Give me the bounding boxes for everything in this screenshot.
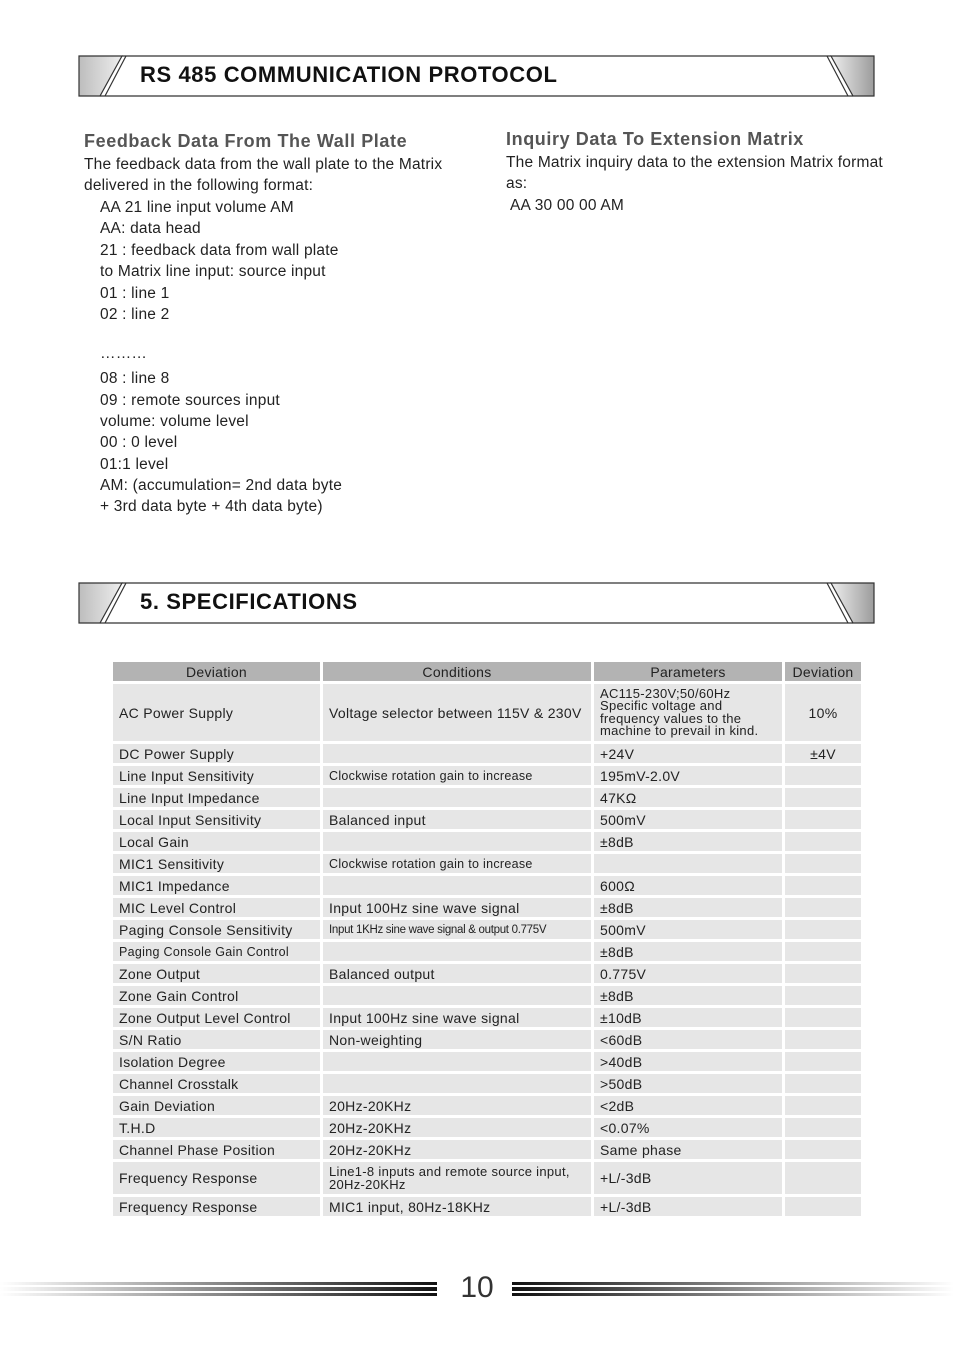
protocol-banner xyxy=(78,55,875,97)
condition-line: Line1-8 inputs and remote source input, xyxy=(329,1164,570,1179)
feedback-line: AA: data head xyxy=(100,220,201,238)
spec-condition xyxy=(323,1074,591,1093)
table-row xyxy=(113,942,861,961)
table-row xyxy=(113,1162,861,1194)
spec-param: 600Ω xyxy=(594,876,782,895)
protocol-title: RS 485 COMMUNICATION PROTOCOL xyxy=(140,62,558,87)
specs-title: 5. SPECIFICATIONS xyxy=(140,589,358,614)
table-row xyxy=(113,898,861,917)
spec-param: ±8dB xyxy=(594,898,782,917)
spec-param: ±8dB xyxy=(594,986,782,1005)
spec-deviation xyxy=(785,1030,861,1049)
spec-item: Channel Phase Position xyxy=(113,1140,320,1159)
table-row xyxy=(113,964,861,983)
feedback-line: ……… xyxy=(100,344,148,362)
spec-param: >50dB xyxy=(594,1074,782,1093)
footer-right-rule xyxy=(512,1280,954,1298)
spec-deviation xyxy=(785,810,861,829)
footer-left-rule xyxy=(0,1280,440,1298)
spec-deviation xyxy=(785,1197,861,1216)
spec-condition xyxy=(323,1162,591,1194)
feedback-line: 00 : 0 level xyxy=(100,434,178,452)
spec-deviation xyxy=(785,1140,861,1159)
spec-deviation xyxy=(785,986,861,1005)
header-deviation: Deviation xyxy=(785,662,861,681)
spec-param: ±8dB xyxy=(594,942,782,961)
table-row xyxy=(113,1030,861,1049)
feedback-lines xyxy=(100,197,342,518)
spec-item: MIC1 Impedance xyxy=(113,876,320,895)
table-row xyxy=(113,1118,861,1137)
table-row xyxy=(113,788,861,807)
spec-deviation xyxy=(785,920,861,939)
spec-deviation xyxy=(785,1008,861,1027)
spec-item: S/N Ratio xyxy=(113,1030,320,1049)
spec-item: Isolation Degree xyxy=(113,1052,320,1071)
spec-condition: Input 100Hz sine wave signal xyxy=(323,1008,591,1027)
table-row xyxy=(113,1096,861,1115)
spec-param: 500mV xyxy=(594,920,782,939)
spec-param xyxy=(594,684,782,741)
spec-deviation xyxy=(785,1118,861,1137)
spec-param: 0.775V xyxy=(594,964,782,983)
spec-condition xyxy=(323,876,591,895)
spec-deviation xyxy=(785,788,861,807)
spec-param: ±10dB xyxy=(594,1008,782,1027)
spec-param: +24V xyxy=(594,744,782,763)
ac-param-line: machine to prevail in kind. xyxy=(600,723,759,738)
header-item: Deviation xyxy=(113,662,320,681)
feedback-line: 02 : line 2 xyxy=(100,305,170,323)
spec-condition: 20Hz-20KHz xyxy=(323,1096,591,1115)
feedback-line: volume: volume level xyxy=(100,412,249,430)
inquiry-intro: The Matrix inquiry data to the extension Matrix format as: xyxy=(506,154,883,192)
spec-item: Frequency Response xyxy=(113,1197,320,1216)
header-conditions: Conditions xyxy=(323,662,591,681)
feedback-intro: The feedback data from the wall plate to the Matrix delivered in the following format: xyxy=(84,156,443,194)
spec-condition xyxy=(323,744,591,763)
table-row xyxy=(113,1197,861,1216)
feedback-line: 21 : feedback data from wall plate xyxy=(100,241,339,259)
table-row xyxy=(113,810,861,829)
table-row xyxy=(113,1074,861,1093)
spec-condition: Input 100Hz sine wave signal xyxy=(323,898,591,917)
spec-param: 195mV-2.0V xyxy=(594,766,782,785)
spec-item: Line Input Sensitivity xyxy=(113,766,320,785)
spec-condition xyxy=(323,788,591,807)
specs-banner xyxy=(78,582,875,624)
spec-deviation xyxy=(785,1052,861,1071)
spec-condition: Non-weighting xyxy=(323,1030,591,1049)
spec-condition xyxy=(323,1052,591,1071)
spec-deviation xyxy=(785,1162,861,1194)
spec-condition: Balanced output xyxy=(323,964,591,983)
feedback-line: AA 21 line input volume AM xyxy=(100,199,294,216)
spec-deviation xyxy=(785,832,861,851)
spec-deviation xyxy=(785,854,861,873)
table-row xyxy=(113,766,861,785)
inquiry-code: AA 30 00 00 AM xyxy=(510,197,624,214)
feedback-line: 01:1 level xyxy=(100,455,169,473)
spec-item: Paging Console Gain Control xyxy=(113,942,320,961)
ac-param-line: frequency values to the xyxy=(600,710,742,726)
spec-item: Zone Output xyxy=(113,964,320,983)
spec-item: MIC Level Control xyxy=(113,898,320,917)
spec-item: DC Power Supply xyxy=(113,744,320,763)
feedback-line: AM: (accumulation= 2nd data byte xyxy=(100,477,343,495)
header-parameters: Parameters xyxy=(594,662,782,681)
inquiry-heading: Inquiry Data To Extension Matrix xyxy=(506,129,804,149)
spec-table xyxy=(110,659,864,1219)
table-row xyxy=(113,1052,861,1071)
spec-item: Gain Deviation xyxy=(113,1096,320,1115)
condition-line: 20Hz-20KHz xyxy=(329,1177,406,1192)
spec-param: +L/-3dB xyxy=(594,1197,782,1216)
spec-condition xyxy=(323,942,591,961)
spec-item: Zone Output Level Control xyxy=(113,1008,320,1027)
spec-deviation xyxy=(785,942,861,961)
spec-condition: 20Hz-20KHz xyxy=(323,1140,591,1159)
spec-condition xyxy=(323,986,591,1005)
spec-item: AC Power Supply xyxy=(113,684,320,741)
feedback-line: + 3rd data byte + 4th data byte) xyxy=(100,498,323,516)
table-row xyxy=(113,876,861,895)
spec-condition: Clockwise rotation gain to increase xyxy=(323,854,591,873)
spec-param xyxy=(594,854,782,873)
feedback-heading: Feedback Data From The Wall Plate xyxy=(84,131,408,151)
spec-param: ±8dB xyxy=(594,832,782,851)
table-row xyxy=(113,920,861,939)
spec-condition: Clockwise rotation gain to increase xyxy=(323,766,591,785)
spec-item: Zone Gain Control xyxy=(113,986,320,1005)
ac-param-line: Specific voltage and xyxy=(600,698,723,713)
table-row xyxy=(113,1140,861,1159)
spec-param: >40dB xyxy=(594,1052,782,1071)
spec-param: +L/-3dB xyxy=(594,1162,782,1194)
spec-deviation xyxy=(785,1096,861,1115)
table-row xyxy=(113,684,861,741)
spec-deviation xyxy=(785,964,861,983)
table-row xyxy=(113,832,861,851)
table-row xyxy=(113,1008,861,1027)
feedback-line: 08 : line 8 xyxy=(100,370,170,388)
spec-deviation xyxy=(785,876,861,895)
table-row xyxy=(113,744,861,763)
ac-param-line: AC115-230V;50/60Hz xyxy=(600,685,731,701)
spec-deviation xyxy=(785,898,861,917)
feedback-line: to Matrix line input: source input xyxy=(100,263,326,281)
spec-item: Channel Crosstalk xyxy=(113,1074,320,1093)
table-row xyxy=(113,986,861,1005)
spec-item: T.H.D xyxy=(113,1118,320,1137)
feedback-line: 09 : remote sources input xyxy=(100,391,280,409)
spec-item: Line Input Impedance xyxy=(113,788,320,807)
spec-item: Local Input Sensitivity xyxy=(113,810,320,829)
spec-param: <2dB xyxy=(594,1096,782,1115)
spec-param: <60dB xyxy=(594,1030,782,1049)
spec-item: Frequency Response xyxy=(113,1162,320,1194)
feedback-line: 01 : line 1 xyxy=(100,284,170,302)
spec-condition: MIC1 input, 80Hz-18KHz xyxy=(323,1197,591,1216)
spec-condition xyxy=(323,832,591,851)
spec-condition: Voltage selector between 115V & 230V xyxy=(323,684,591,741)
spec-condition: 20Hz-20KHz xyxy=(323,1118,591,1137)
spec-condition: Input 1KHz sine wave signal & output 0.775V xyxy=(323,920,591,939)
spec-item: Local Gain xyxy=(113,832,320,851)
spec-param: Same phase xyxy=(594,1140,782,1159)
spec-param: 500mV xyxy=(594,810,782,829)
spec-deviation: 10% xyxy=(785,684,861,741)
spec-item: MIC1 Sensitivity xyxy=(113,854,320,873)
spec-deviation xyxy=(785,1074,861,1093)
spec-condition: Balanced input xyxy=(323,810,591,829)
spec-param: 47KΩ xyxy=(594,788,782,807)
spec-param: <0.07% xyxy=(594,1118,782,1137)
page-number: 10 xyxy=(460,1271,494,1304)
spec-deviation: ±4V xyxy=(785,744,861,763)
table-header-row xyxy=(113,662,861,681)
spec-deviation xyxy=(785,766,861,785)
spec-item: Paging Console Sensitivity xyxy=(113,920,320,939)
table-row xyxy=(113,854,861,873)
